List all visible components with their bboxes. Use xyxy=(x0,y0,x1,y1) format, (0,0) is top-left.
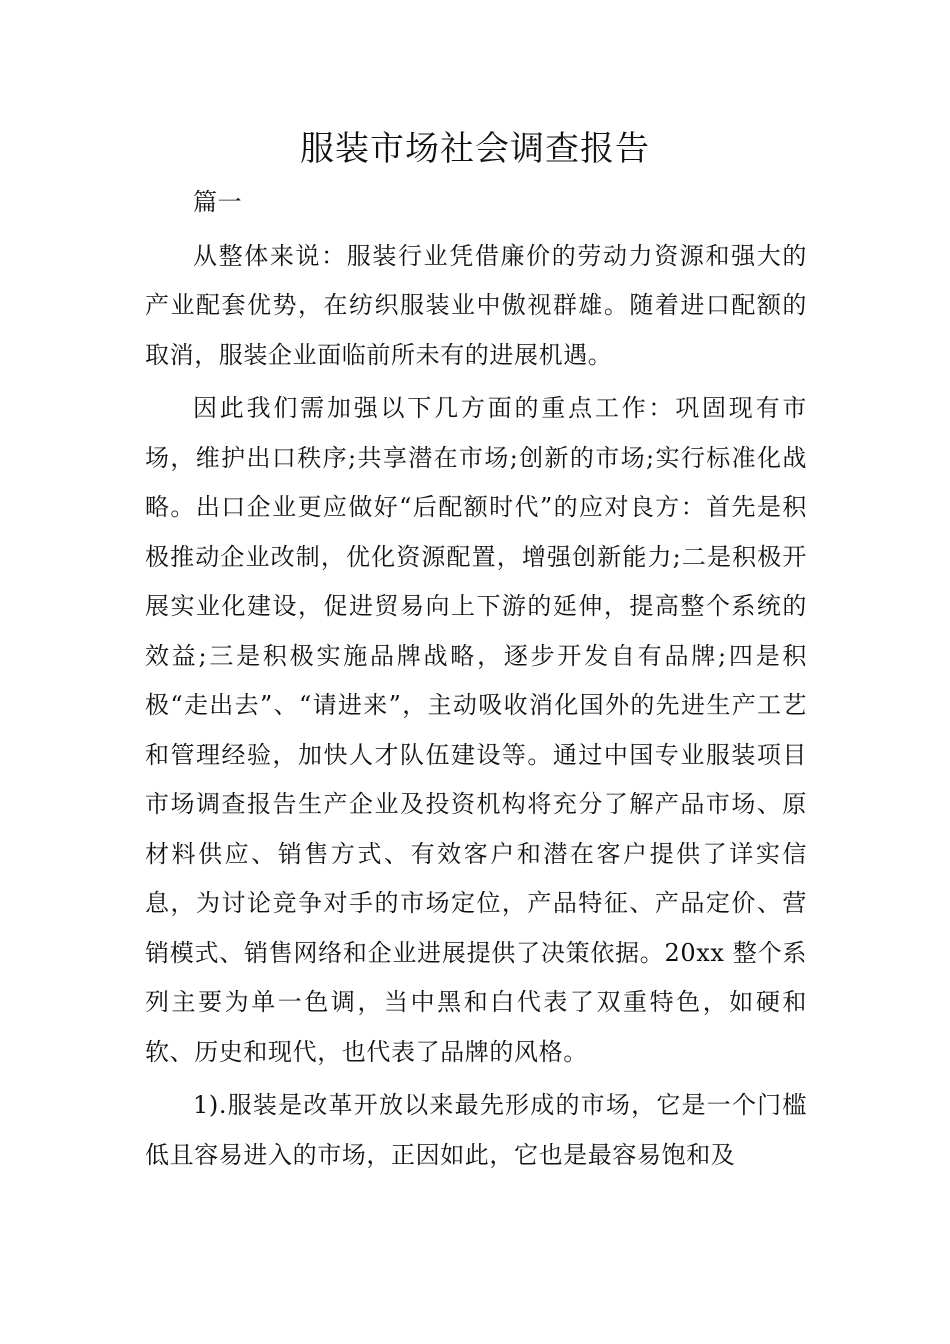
document-body xyxy=(145,178,807,1184)
paragraph-overview: 从整体来说：服装行业凭借廉价的劳动力资源和强大的产业配套优势，在纺织服装业中傲视群雄。随着进口配额的取消，服装企业面临前所未有的进展机遇。 xyxy=(145,241,807,369)
document-title: 服装市场社会调查报告 xyxy=(300,129,650,169)
paragraph-point-1: 1).服装是改革开放以来最先形成的市场，它是一个门槛低且容易进入的市场，正因如此，它也是最容易饱和及 xyxy=(145,1091,807,1169)
section-label: 篇一 xyxy=(193,188,243,216)
paragraph-key-work: 因此我们需加强以下几方面的重点工作：巩固现有市场，维护出口秩序;共享潜在市场;创新的市场;实行标准化战略。出口企业更应做好“后配额时代”的应对良方：首先是积极推动企业改制，优化资源配置，增强创新能力;二是积极开展实业化建设，促进贸易向上下游的延伸，提高整个系统的效益;三是积极实施品牌战略，逐步开发自有品牌;四是积极“走出去”、“请进来”，主动吸收消化国外的先进生产工艺和管理经验，加快人才队伍建设等。通过中国专业服装项目市场调查报告生产企业及投资机构将充分了解产品市场、原材料供应、销售方式、有效客户和潜在客户提供了详实信息，为讨论竞争对手的市场定位，产品特征、产品定价、营销模式、销售网络和企业进展提供了决策依据。20xx 整个系列主要为单一色调，当中黑和白代表了双重特色，如硬和软、历史和现代，也代表了品牌的风格。 xyxy=(145,394,807,1066)
